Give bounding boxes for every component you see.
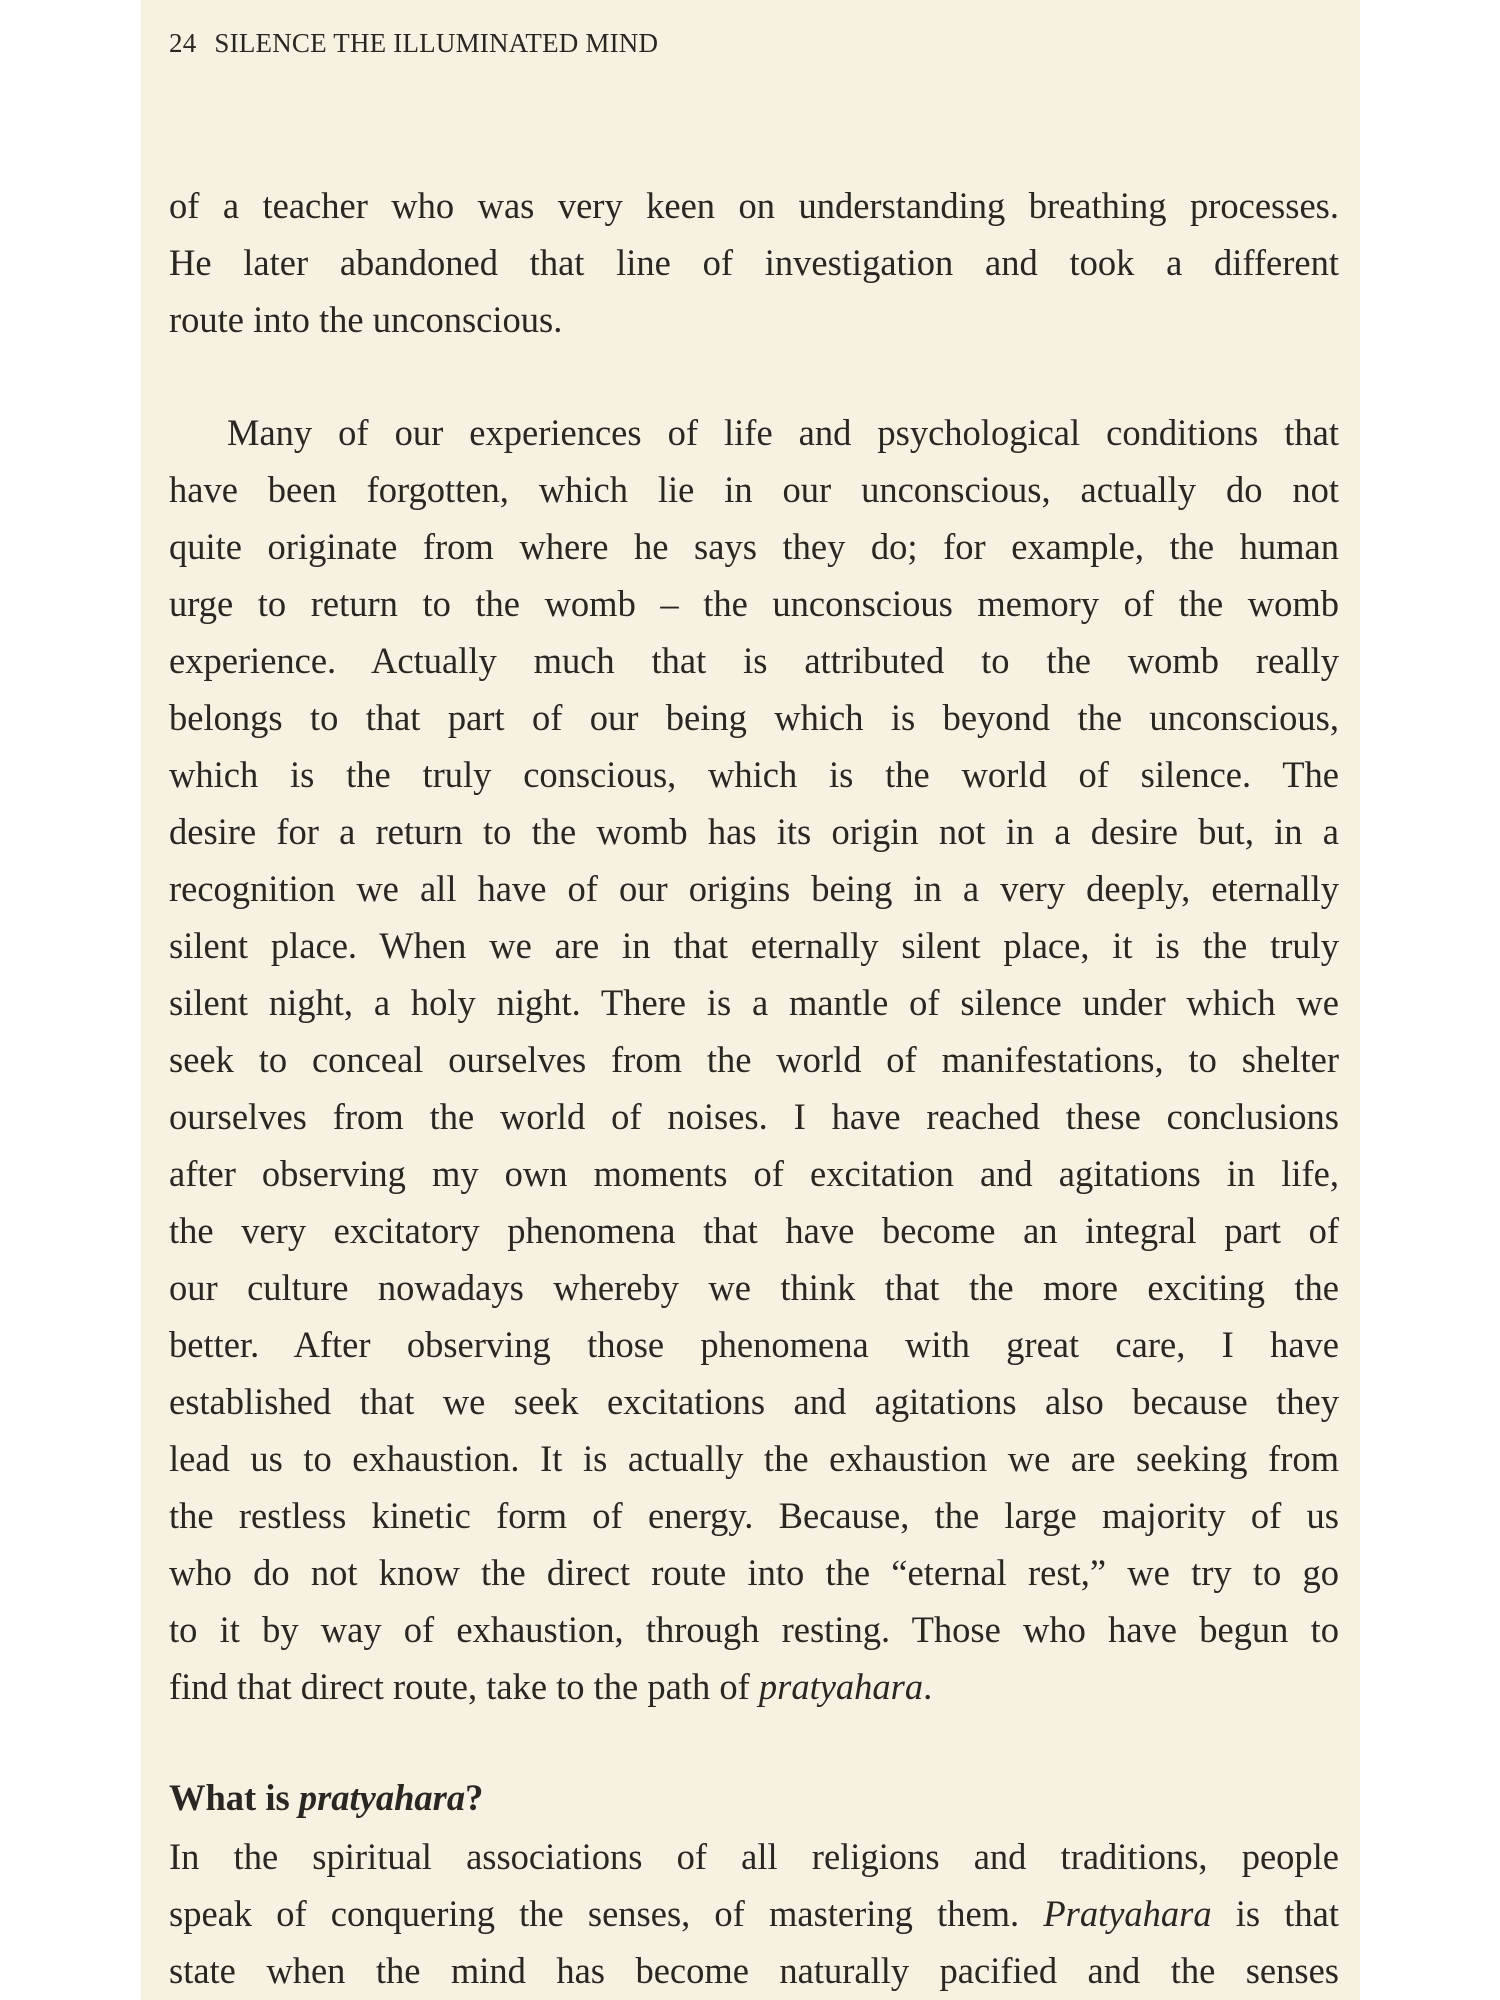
heading-italic-term: pratyahara xyxy=(298,1777,466,1818)
heading-text: What is xyxy=(169,1777,299,1818)
page-body xyxy=(169,177,1339,1999)
paragraph-spacer xyxy=(169,348,1339,404)
text-line: the restless kinetic form of energy. Because, the large majority of us xyxy=(169,1495,1339,1536)
text-line: lead us to exhaustion. It is actually the exhaustion we are seeking from xyxy=(169,1438,1339,1479)
text-line: better. After observing those phenomena with great care, I have xyxy=(169,1324,1339,1365)
text-line: have been forgotten, which lie in our unconscious, actually do not xyxy=(169,469,1339,510)
book-page xyxy=(141,0,1360,2000)
text-line: to it by way of exhaustion, through resting. Those who have begun to xyxy=(169,1609,1339,1650)
italic-term: pratyahara xyxy=(758,1666,924,1707)
text-line: established that we seek excitations and agitations also because they xyxy=(169,1381,1339,1422)
text-line: belongs to that part of our being which is beyond the unconscious, xyxy=(169,697,1339,738)
text-line: state when the mind has become naturally pacified and the senses xyxy=(169,1950,1339,1991)
text-line: route into the unconscious. xyxy=(169,299,563,340)
heading-text: ? xyxy=(465,1777,484,1818)
text-line: Many of our experiences of life and psychological conditions that xyxy=(227,412,1339,453)
text-run: is that xyxy=(1211,1893,1339,1934)
text-line: In the spiritual associations of all religions and traditions, people xyxy=(169,1836,1339,1877)
text-line: urge to return to the womb – the unconscious memory of the womb xyxy=(169,583,1339,624)
text-line: silent place. When we are in that eternally silent place, it is the truly xyxy=(169,925,1339,966)
paragraph-3 xyxy=(169,1828,1339,1999)
text-line: recognition we all have of our origins being in a very deeply, eternally xyxy=(169,868,1339,909)
running-head xyxy=(169,28,658,59)
text-line xyxy=(169,1885,1339,1942)
section-heading xyxy=(169,1768,1339,1828)
text-line: of a teacher who was very keen on understanding breathing processes. xyxy=(169,185,1339,226)
section-spacer xyxy=(169,1715,1339,1768)
text-line: He later abandoned that line of investigation and took a different xyxy=(169,242,1339,283)
text-line: our culture nowadays whereby we think that the more exciting the xyxy=(169,1267,1339,1308)
paragraph-1 xyxy=(169,177,1339,348)
book-title: SILENCE THE ILLUMINATED MIND xyxy=(214,28,659,58)
text-line: experience. Actually much that is attributed to the womb really xyxy=(169,640,1339,681)
text-line: desire for a return to the womb has its origin not in a desire but, in a xyxy=(169,811,1339,852)
text-run: speak of conquering the senses, of mastering them. xyxy=(169,1893,1044,1934)
text-run: . xyxy=(923,1666,933,1707)
page-number: 24 xyxy=(169,28,197,58)
text-line: the very excitatory phenomena that have become an integral part of xyxy=(169,1210,1339,1251)
text-line: which is the truly conscious, which is the world of silence. The xyxy=(169,754,1339,795)
text-line xyxy=(169,1658,1339,1715)
text-line: who do not know the direct route into the “eternal rest,” we try to go xyxy=(169,1552,1339,1593)
text-line: after observing my own moments of excitation and agitations in life, xyxy=(169,1153,1339,1194)
text-line: seek to conceal ourselves from the world of manifestations, to shelter xyxy=(169,1039,1339,1080)
text-line: silent night, a holy night. There is a mantle of silence under which we xyxy=(169,982,1339,1023)
paragraph-2 xyxy=(169,404,1339,1715)
text-line: ourselves from the world of noises. I have reached these conclusions xyxy=(169,1096,1339,1137)
italic-term: Pratyahara xyxy=(1043,1893,1212,1934)
text-line: quite originate from where he says they do; for example, the human xyxy=(169,526,1339,567)
text-run: find that direct route, take to the path of xyxy=(169,1666,759,1707)
